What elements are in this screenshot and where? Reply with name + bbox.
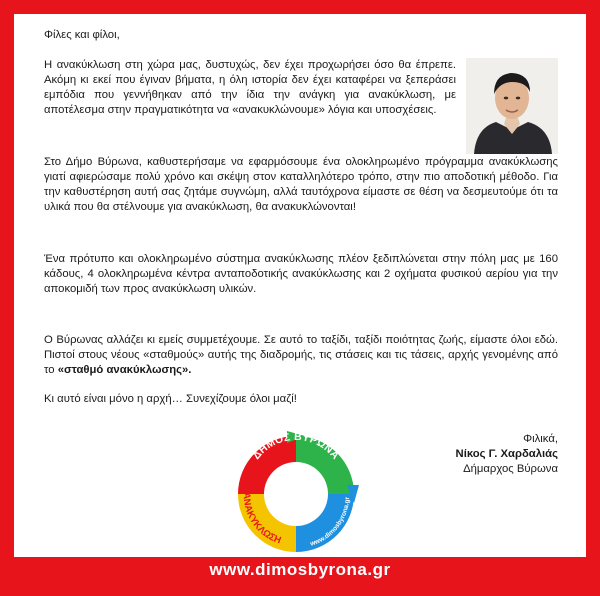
logo-left-text: ΑΝΑΚΥΚΛΩΣΗ [240,492,283,547]
paragraph-4-text: Ο Βύρωνας αλλάζει κι εμείς συμμετέχουμε. Σε αυτό το ταξίδι, ταξίδι ποιότητας ζωής, είμαστε όλοι εδώ. Πιστοί στους νέους «σταθμούς» αυτής της διαδρομής, τις στάσεις και τις τάσεις, αρχής γενομένης από το [44,334,558,376]
footer-url[interactable]: www.dimosbyrona.gr [209,560,391,579]
paragraph-1: Η ανακύκλωση στη χώρα μας, δυστυχώς, δεν έχει προχωρήσει όσο θα έπρεπε. Ακόμη κι εκεί που έγιναν βήματα, η όλη ιστορία δεν έχει καταφέρει να ξεπεράσει εμπόδια που γεννήθηκαν από την ίδια την ανάγκη για ανακύκλωση, με αποτέλεσμα στην πραγματικότητα να «ανακυκλώνουμε» λόγια και υποσχέσεις. [44,59,456,116]
logo-right-text: www.dimosbyrona.gr [309,496,352,548]
signer-title: Δήμαρχος Βύρωνα [463,463,558,475]
recycling-logo [227,425,365,563]
logo-top-text: ΔΗΜΟΣ ΒΥΡΩΝΑ [250,430,342,462]
recycling-station-highlight: «σταθμό ανακύκλωσης». [57,364,192,376]
paragraph-4 [44,333,558,378]
signature-block [456,432,558,477]
paragraph-5: Κι αυτό είναι μόνο η αρχή… Συνεχίζουμε όλοι μαζί! [44,393,297,405]
paragraph-2: Στο Δήμο Βύρωνα, καθυστερήσαμε να εφαρμόσουμε ένα ολοκληρωμένο πρόγραμμα ανακύκλωσης γιατί αφιερώσαμε πολύ χρόνο και σκέψη στον καταλληλότερο τρόπο, στην πιο αποδοτική μέθοδο. Για την καθυστέρηση αυτή σας ζητάμε συγνώμη, αλλά ταυτόχρονα είμαστε σε θέση να δεσμευτούμε ότι τα υλικά που θα στέλνουμε για ανακύκλωση, θα ανακυκλώνονται! [44,156,558,213]
mayor-portrait [466,58,558,154]
closing: Φιλικά, [523,433,558,445]
paragraph-3: Ένα πρότυπο και ολοκληρωμένο σύστημα ανακύκλωσης πλέον ξεδιπλώνεται στην πόλη μας με 160 κάδους, 4 ολοκληρωμένα κέντρα ανταποδοτικής ανακύκλωσης και 2 οχήματα φυσικού αερίου για την αποκομιδή των προς ανακύκλωση υλικών. [44,253,558,295]
signer-name: Νίκος Γ. Χαρδαλιάς [455,448,558,460]
greeting: Φίλες και φίλοι, [44,29,120,41]
